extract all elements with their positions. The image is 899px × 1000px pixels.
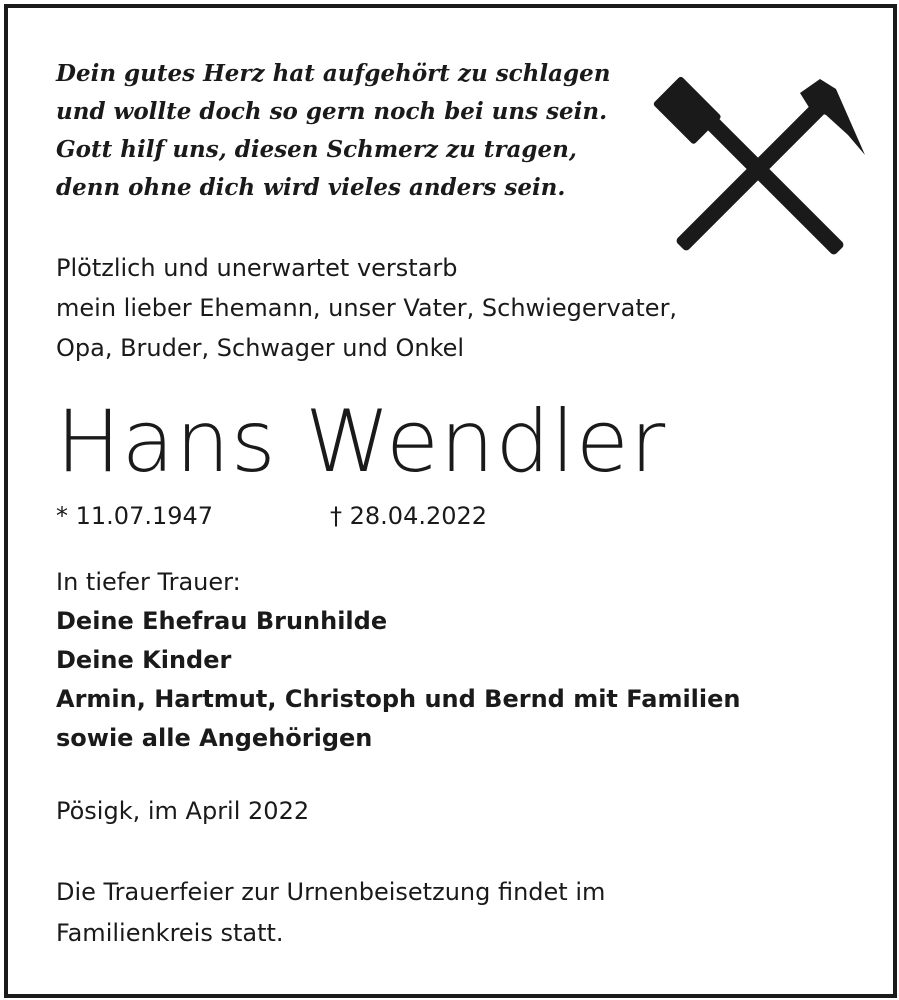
intro-line: Opa, Bruder, Schwager und Onkel <box>56 334 465 362</box>
intro-text <box>56 248 677 368</box>
mourning-intro: In tiefer Trauer: <box>56 568 241 596</box>
deceased-name: Hans Wendler <box>56 392 667 492</box>
intro-line: Plötzlich und unerwartet verstarb <box>56 254 458 282</box>
mourner-line: Deine Ehefrau Brunhilde <box>56 607 388 635</box>
mourner-line: sowie alle Angehörigen <box>56 724 373 752</box>
hammer-and-pick-icon <box>650 75 865 255</box>
poem-line: Dein gutes Herz hat aufgehört zu schlagen <box>56 60 611 87</box>
ceremony-line: Familienkreis statt. <box>56 919 284 947</box>
poem-line: Gott hilf uns, diesen Schmerz zu tragen, <box>56 136 577 163</box>
ceremony-note <box>56 872 605 954</box>
mourner-line: Deine Kinder <box>56 646 232 674</box>
birth-date: * 11.07.1947 <box>56 502 214 530</box>
intro-line: mein lieber Ehemann, unser Vater, Schwiegervater, <box>56 294 678 322</box>
poem-line: denn ohne dich wird vieles anders sein. <box>56 174 566 201</box>
place-date: Pösigk, im April 2022 <box>56 797 310 825</box>
poem-line: und wollte doch so gern noch bei uns sein. <box>56 98 608 125</box>
mourners <box>56 563 741 758</box>
mourner-line: Armin, Hartmut, Christoph und Bernd mit Familien <box>56 685 741 713</box>
ceremony-line: Die Trauerfeier zur Urnenbeisetzung findet im <box>56 878 606 906</box>
poem <box>56 55 610 207</box>
death-date: † 28.04.2022 <box>330 502 488 530</box>
